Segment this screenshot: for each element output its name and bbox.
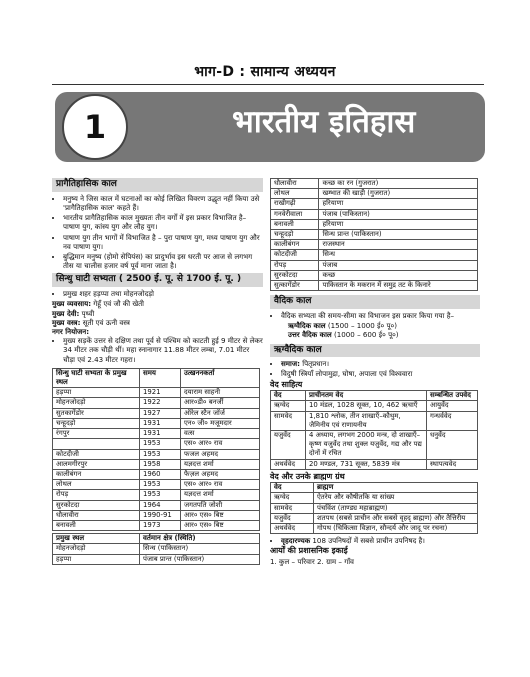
left-column (52, 178, 263, 565)
table-cell: यजुर्वेद (271, 513, 314, 523)
table-cell: गोपथ (चिकित्सा विज्ञान, सौन्दर्य और जादू पर रचना) (314, 523, 478, 533)
table-header: समय (140, 368, 181, 387)
indus-list (52, 289, 263, 298)
table-cell: हरियाणा (319, 199, 478, 209)
indus-deity: मुख्य देवी: पृथ्वी (52, 308, 95, 318)
table-cell: सिन्ध प्रान्त (पाकिस्तान) (319, 230, 478, 240)
table-cell: 20 मण्डल, 731 सूक्त, 5839 मंत्र (306, 459, 427, 469)
table-cell: एस० आर० राव (181, 439, 260, 449)
table-cell: आयुर्वेद (427, 401, 478, 411)
brahmana-table-body (271, 493, 478, 534)
table-cell: मोहनजोदड़ो (53, 544, 140, 554)
table-cell: 1953 (140, 480, 181, 490)
veda-literature-table (270, 390, 478, 470)
admin-title: आर्यों की प्रशासनिक इकाई (270, 546, 348, 556)
table-cell: 10 मंडल, 1028 सूक्त, 10, 462 ऋचाएँ (306, 401, 427, 411)
table-cell: एन० जी० मजूमदार (181, 418, 260, 428)
table-cell: 1953 (140, 439, 181, 449)
table-row (271, 503, 478, 513)
table-cell: आर० एस० बिष्ट (181, 510, 260, 520)
table-cell: स्थापत्यवेद (427, 459, 478, 469)
table-row (53, 520, 260, 530)
table-header: ब्राह्मण (314, 483, 478, 493)
table-cell: बनावली (271, 219, 319, 229)
brahmana-note-list (270, 536, 480, 545)
table-cell: गनवेरीवाला (271, 209, 319, 219)
table-cell: पाकिस्तान के मकरान में समुद्र तट के किनारे (319, 281, 478, 291)
table-cell: हड़प्पा (53, 554, 140, 564)
table-cell: 1958 (140, 459, 181, 469)
table-cell: सुत्कागेंडोर (271, 281, 319, 291)
table-row (53, 480, 260, 490)
divider (52, 84, 484, 85)
table-cell: यज्ञदत्त शर्मा (181, 459, 260, 469)
table-cell: ऐतरेय और कौषीतकि या सांख्य (314, 493, 478, 503)
table-header: वर्तमान क्षेत्र (स्थिति) (140, 534, 260, 544)
table-row (53, 398, 260, 408)
list-item: • प्रमुख शहर हड़प्पा तथा मोहनजोदड़ो (63, 289, 263, 298)
table-cell (53, 439, 140, 449)
indus-occupation: मुख्य व्यवसाय: गेहूँ एवं जौ की खेती (52, 299, 145, 309)
table-cell: सिन्ध (पाकिस्तान) (140, 544, 260, 554)
brahmana-table (270, 482, 478, 534)
table-row (53, 408, 260, 418)
table-cell: रोपड़ (271, 260, 319, 270)
table-cell: चन्हूदड़ो (271, 230, 319, 240)
table-row (53, 418, 260, 428)
table-cell: आर० एस० बिष्ट (181, 520, 260, 530)
table-cell: शतपथ (सबसे प्राचीन और सबसे वृहद् ब्राह्मण) और तैत्तिरीय (314, 513, 478, 523)
section-indus-title: सिन्धु घाटी सभ्यता ( 2500 ई. पू. से 1700 ई. पू. ) (52, 273, 263, 287)
table-row (271, 199, 478, 209)
table-cell: फजल अहमद (181, 449, 260, 459)
indus-cloth: मुख्य वस्त्र: सूती एवं ऊनी वस्त्र (52, 317, 130, 327)
table-cell: 1931 (140, 429, 181, 439)
table-cell: गन्धर्ववेद (427, 411, 478, 430)
list-item: • समाज: पितृप्रधान। (281, 359, 480, 368)
table-cell: लोथल (271, 189, 319, 199)
table-cell: सामवेद (271, 503, 314, 513)
table-cell: सुरकोटदा (53, 500, 140, 510)
table-header: उत्खननकर्ता (181, 368, 260, 387)
table-row (271, 493, 478, 503)
table-cell: ऋग्वेद (271, 401, 306, 411)
table-cell: मोहनजोदड़ो (53, 398, 140, 408)
table-row (53, 554, 260, 564)
list-item: • वृहदारण्यक 108 उपनिषदों में सबसे प्राचीन उपनिषद है। (281, 536, 480, 545)
table-cell: हरियाणा (319, 219, 478, 229)
sites-table (52, 368, 260, 531)
table-header: प्रमुख स्थल (53, 534, 140, 544)
table-row (53, 449, 260, 459)
table-cell: धौलावीरा (53, 510, 140, 520)
table-cell: 1921 (140, 388, 181, 398)
table-row (53, 500, 260, 510)
table-header: वेद (271, 483, 314, 493)
table-header: प्राचीनतम वेद (306, 391, 427, 401)
table-row (271, 219, 478, 229)
table-row (271, 250, 478, 260)
table-row (53, 388, 260, 398)
table-cell: 1973 (140, 520, 181, 530)
table-cell: 1953 (140, 449, 181, 459)
list-item: • मुख्य सड़कें उत्तर से दक्षिण तथा पूर्व से पश्चिम को काटती हुई 9 मीटर से लेकर 34 मीटर तक चौड़ी थीं। महा स्नानागार 11.88 मीटर लम्बा, 7.01 मीटर चौड़ा एवं 2.43 मीटर गहरा। (63, 336, 263, 364)
table-cell: पंजाब (319, 260, 478, 270)
table-cell: रोपड़ (53, 490, 140, 500)
table-cell: दयाराम साहनी (181, 388, 260, 398)
chapter-number: 1 (62, 94, 128, 160)
table-cell: राजस्थान (319, 240, 478, 250)
list-item: • मनुष्य ने जिस काल में घटनाओं का कोई लिखित विवरण उद्धृत नहीं किया उसे 'प्रागैतिहासिक काल' कहते हैं। (63, 194, 263, 212)
later-vedic-period: उत्तर वैदिक काल (1000 – 600 ई० पू०) (288, 330, 399, 340)
rigvedic-period: ऋग्वैदिक काल (1500 – 1000 ई० पू०) (288, 321, 397, 331)
table-cell: 1,810 श्लोक, तीन शाखाएँ–कौथुम, जैमिनीय एवं राणायनीय (306, 411, 427, 430)
table-cell: चन्हूदड़ो (53, 418, 140, 428)
indus-plan-list (52, 336, 263, 364)
table-row (271, 411, 478, 430)
table-header: वेद (271, 391, 306, 401)
section-rigvedic-title: ऋग्वैदिक काल (270, 344, 480, 358)
table-row (271, 513, 478, 523)
table-cell: पंजाब प्रान्त (पाकिस्तान) (140, 554, 260, 564)
table-cell: सुतकागेंडोर (53, 408, 140, 418)
table-cell: 1990-91 (140, 510, 181, 520)
table-cell: ऋग्वेद (271, 493, 314, 503)
table-cell: धनुर्वेद (427, 430, 478, 459)
table-row (53, 490, 260, 500)
table-row (271, 260, 478, 270)
table-cell: जगतपति जोशी (181, 500, 260, 510)
table-cell: अथर्ववेद (271, 523, 314, 533)
table-cell: बनावली (53, 520, 140, 530)
table-cell: सामवेद (271, 411, 306, 430)
table-cell: राखीगढ़ी (271, 199, 319, 209)
table-cell: आलमगीरपुर (53, 459, 140, 469)
locations-table-body (53, 544, 260, 564)
locations-table (52, 533, 260, 565)
table-row (271, 230, 478, 240)
veda-literature-body (271, 401, 478, 469)
table-cell: 1931 (140, 418, 181, 428)
sites-location-body (271, 179, 478, 291)
admin-line: 1. कुल – परिवार 2. ग्राम – गाँव (270, 556, 354, 566)
table-cell: पंजाब (पाकिस्तान) (319, 209, 478, 219)
table-row (271, 240, 478, 250)
brahmana-title: वेद और उनके ब्राह्मण ग्रंथ (270, 471, 345, 481)
prehistoric-list (52, 194, 263, 271)
list-item: • वैदिक सभ्यता की समय-सीमा का विभाजन इस प्रकार किया गया है– (281, 311, 480, 320)
table-row (271, 179, 478, 189)
sites-table-body (53, 388, 260, 531)
table-cell: ऑरेल स्टैन जॉर्ज (181, 408, 260, 418)
table-cell: कालीबंगन (53, 469, 140, 479)
table-row (271, 523, 478, 533)
table-cell: 4 अध्याय, लगभग 2000 मन्त्र, दो शाखाएँ– कृष्ण यजुर्वेद तथा शुक्ल यजुर्वेद, गद्य और पद्य दोनों में रचित (306, 430, 427, 459)
table-cell: यज्ञदत्त शर्मा (181, 490, 260, 500)
table-header: सम्बन्धित उपवेद (427, 391, 478, 401)
table-row (53, 429, 260, 439)
table-cell: आर०डी० बनर्जी (181, 398, 260, 408)
table-cell: कोटदीजी (53, 449, 140, 459)
list-item: • भारतीय प्रागैतिहासिक काल मुख्यतः तीन वर्गों में इस प्रकार विभाजित है– पाषाण युग, कांस्य युग और लौह युग। (63, 213, 263, 231)
table-cell: 1927 (140, 408, 181, 418)
part-heading: भाग-D : सामान्य अध्ययन (194, 64, 336, 80)
table-cell: धौलावीरा (271, 179, 319, 189)
table-cell: कोटदीजी (271, 250, 319, 260)
table-cell: खम्भात की खाड़ी (गुजरात) (319, 189, 478, 199)
table-cell: 1964 (140, 500, 181, 510)
table-cell: 1953 (140, 490, 181, 500)
section-vedic-title: वैदिक काल (270, 295, 480, 309)
table-cell: सिन्ध (319, 250, 478, 260)
chapter-title: भारतीय इतिहास (232, 104, 416, 140)
table-row (53, 469, 260, 479)
table-row (53, 459, 260, 469)
sub-line: पाषाण युग, कांस्य युग और लौह युग। (63, 222, 158, 232)
table-cell: वत्स (181, 429, 260, 439)
list-item: • पाषाण युग तीन भागों में विभाजित है – पुरा पाषाण युग, मध्य पाषाण युग और नव पाषाण युग। (63, 233, 263, 251)
table-row (53, 439, 260, 449)
table-cell: 1922 (140, 398, 181, 408)
table-row (271, 430, 478, 459)
table-cell: सुरकोटदा (271, 270, 319, 280)
table-row (271, 270, 478, 280)
table-cell: कच्छ का रन (गुजरात) (319, 179, 478, 189)
table-row (53, 544, 260, 554)
sites-location-table (270, 178, 478, 291)
indus-plan-label: नगर नियोजन: (52, 327, 90, 336)
table-cell: रंगपुर (53, 429, 140, 439)
table-cell: एस० आर० राव (181, 480, 260, 490)
section-prehistoric-title: प्रागैतिहासिक काल (52, 178, 263, 192)
table-row (271, 281, 478, 291)
vedic-list (270, 311, 480, 320)
table-cell: फैज़ल अहमद (181, 469, 260, 479)
rigvedic-list (270, 359, 480, 378)
table-row (53, 510, 260, 520)
right-column (270, 178, 480, 566)
table-cell: कालीबंगन (271, 240, 319, 250)
table-cell: लोथल (53, 480, 140, 490)
list-item: • बुद्धिमान मनुष्य (होमो सेपियंस) का प्रादुर्भाव इस धरती पर आज से लगभग तीस या चालीस हजार वर्ष पूर्व माना जाता है। (63, 252, 263, 270)
veda-literature-title: वेद साहित्य (270, 379, 303, 389)
table-row (271, 401, 478, 411)
table-row (271, 209, 478, 219)
table-cell: कच्छ (319, 270, 478, 280)
table-row (271, 189, 478, 199)
table-cell: 1960 (140, 469, 181, 479)
table-cell: पंचविंश (ताण्ड्य महाब्राह्मण) (314, 503, 478, 513)
table-cell: अथर्ववेद (271, 459, 306, 469)
table-cell: यजुर्वेद (271, 430, 306, 459)
table-row (271, 459, 478, 469)
list-item: • विदुषी स्त्रियाँ लोपामुद्रा, घोषा, अपाला एवं विश्ववारा (281, 369, 480, 378)
table-cell: हड़प्पा (53, 388, 140, 398)
table-header: सिन्धु घाटी सभ्यता के प्रमुख स्थल (53, 368, 140, 387)
